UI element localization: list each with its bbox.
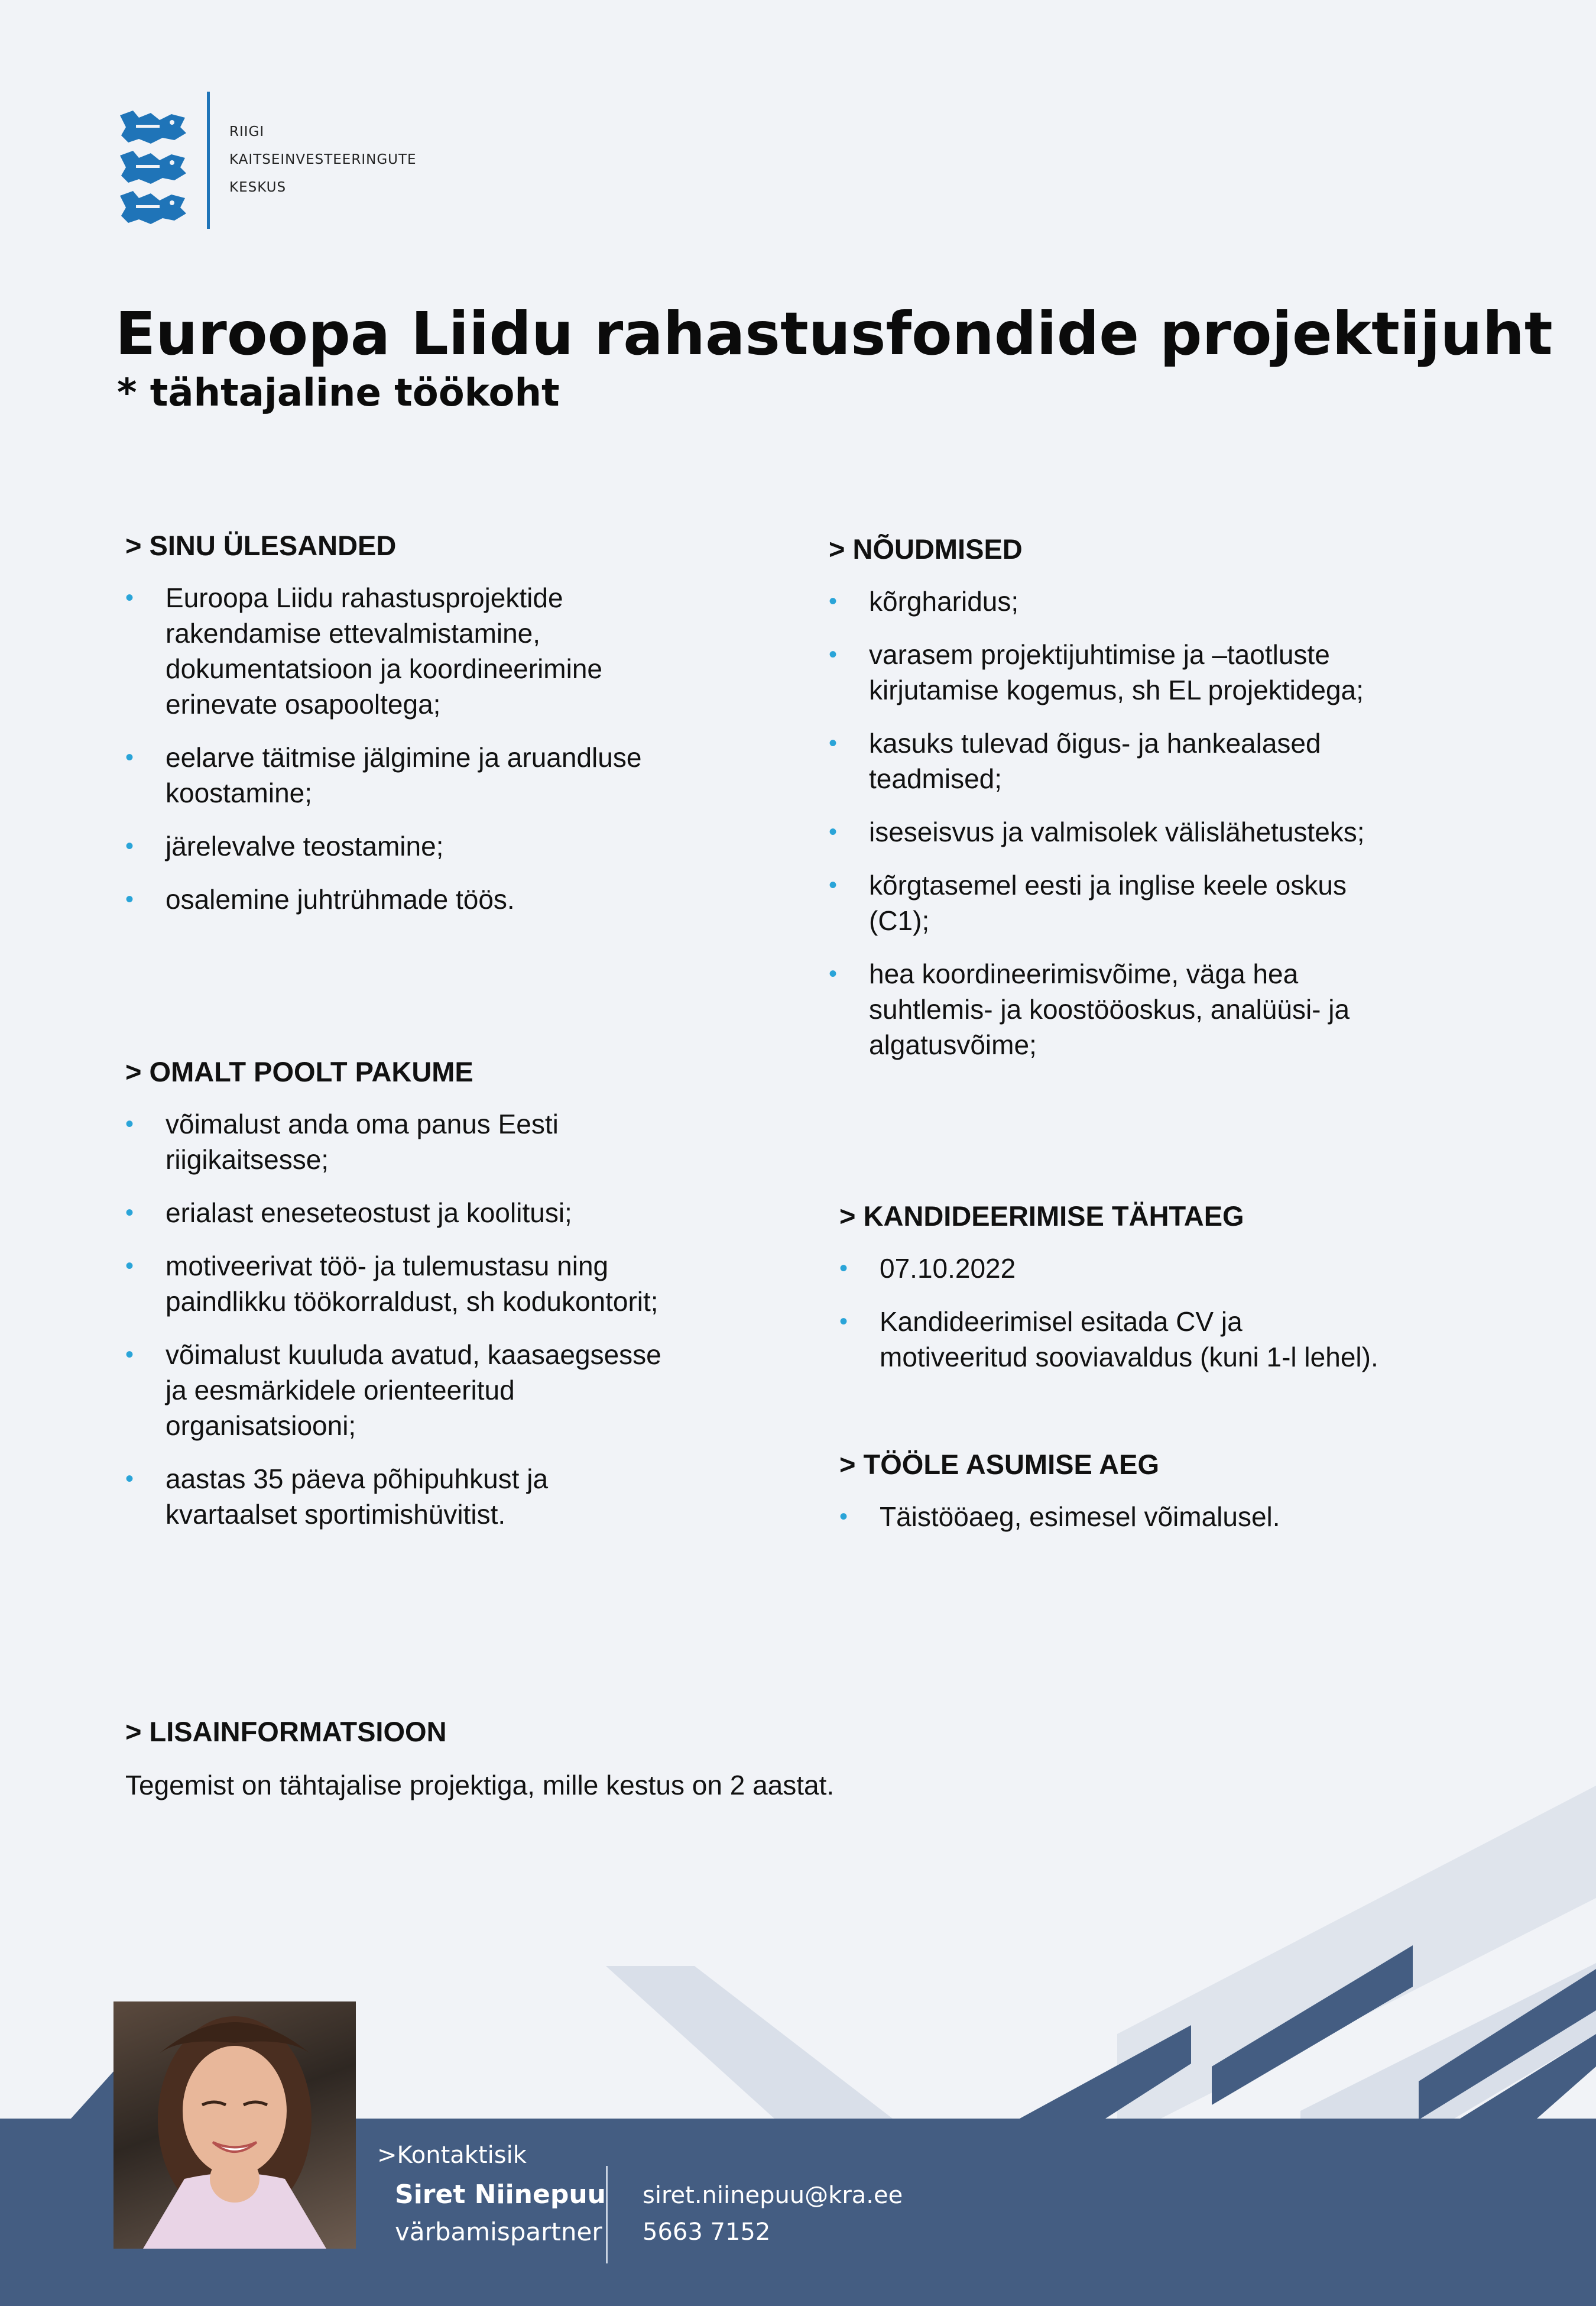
list-item: • kasuks tulevad õigus- ja hankealased teadmised; (829, 726, 1467, 796)
list-item: • võimalust kuuluda avatud, kaasaegsesse ja eesmärkidele orienteeritud organisatsiooni; (125, 1337, 764, 1443)
bullet-icon: • (125, 1253, 134, 1279)
contact-name: Siret Niinepuu (395, 2179, 606, 2210)
organization-name-line-1: riigi (229, 118, 265, 141)
list-item: • 07.10.2022 (839, 1251, 1478, 1286)
contact-email-link[interactable]: siret.niinepuu@kra.ee (643, 2182, 903, 2209)
bullet-icon: • (125, 1466, 134, 1492)
list-item: • Kandideerimisel esitada CV ja motiveeritud sooviavaldus (kuni 1-l lehel). (839, 1304, 1478, 1375)
bullet-icon: • (125, 1342, 134, 1368)
section-tasks (125, 528, 728, 935)
bullet-icon: • (839, 1309, 848, 1335)
bullet-icon: • (829, 588, 838, 614)
list-item: • erialast eneseteostust ja koolitusi; (125, 1195, 764, 1230)
list-item: • järelevalve teostamine; (125, 828, 728, 864)
logo-divider (207, 92, 210, 229)
bullet-list (839, 1499, 1478, 1534)
section-heading: > KANDIDEERIMISE TÄHTAEG (839, 1200, 1244, 1232)
list-item: • võimalust anda oma panus Eesti riigikaitsesse; (125, 1106, 764, 1177)
job-subtitle: * tähtajaline töökoht (117, 371, 560, 415)
bullet-icon: • (829, 642, 838, 668)
bullet-list (829, 584, 1467, 1063)
section-heading: > NÕUDMISED (829, 533, 1023, 565)
bullet-icon: • (125, 886, 134, 912)
section-requirements (829, 532, 1467, 1080)
list-item: • Euroopa Liidu rahastusprojektide rakendamise ettevalmistamine, dokumentatsioon ja koordineerimine erinevate osapooltega; (125, 580, 728, 722)
section-heading: > LISAINFORMATSIOON (125, 1716, 447, 1747)
list-item: • kõrgharidus; (829, 584, 1467, 619)
list-item: • motiveerivat töö- ja tulemustasu ning paindlikku töökorraldust, sh kodukontorit; (125, 1248, 764, 1319)
organization-name-line-3: keskus (229, 173, 287, 196)
section-start-date (839, 1447, 1478, 1552)
section-offer (125, 1054, 764, 1550)
contact-role: värbamispartner (395, 2217, 602, 2246)
list-item: • hea koordineerimisvõime, väga hea suhtlemis- ja koostööoskus, analüüsi- ja algatusvõime; (829, 956, 1467, 1063)
section-heading: > OMALT POOLT PAKUME (125, 1056, 473, 1087)
section-heading: > SINU ÜLESANDED (125, 530, 397, 561)
bullet-icon: • (829, 961, 838, 987)
list-item: • kõrgtasemel eesti ja inglise keele oskus (C1); (829, 867, 1467, 938)
job-title: Euroopa Liidu rahastusfondide projektijuht (115, 299, 1553, 368)
bullet-list (125, 580, 728, 917)
contact-phone-link[interactable]: 5663 7152 (643, 2218, 771, 2246)
contact-photo (113, 2001, 356, 2249)
list-item: • varasem projektijuhtimise ja –taotluste kirjutamise kogemus, sh EL projektidega; (829, 637, 1467, 708)
portrait-icon (113, 2001, 356, 2249)
bullet-icon: • (829, 872, 838, 898)
bullet-icon: • (829, 819, 838, 845)
organization-name (229, 115, 417, 199)
bullet-icon: • (125, 585, 134, 611)
bullet-icon: • (125, 744, 134, 770)
section-deadline (839, 1199, 1478, 1392)
bullet-icon: • (829, 730, 838, 756)
bullet-icon: • (125, 1200, 134, 1226)
bullet-icon: • (125, 1111, 134, 1137)
bullet-icon: • (839, 1504, 848, 1530)
list-item: • iseseisvus ja valmisolek välislähetusteks; (829, 814, 1467, 850)
list-item: • eelarve täitmise jälgimine ja aruandluse koostamine; (125, 740, 728, 811)
organization-name-line-2: kaitseinvesteeringute (229, 145, 417, 169)
section-heading: > TÖÖLE ASUMISE AEG (839, 1449, 1160, 1480)
bullet-list (125, 1106, 764, 1532)
coat-of-arms-icon (115, 109, 189, 234)
bullet-icon: • (125, 833, 134, 859)
list-item: • Täistööaeg, esimesel võimalusel. (839, 1499, 1478, 1534)
bullet-icon: • (839, 1255, 848, 1281)
contact-heading: >Kontaktisik (377, 2142, 527, 2169)
bullet-list (839, 1251, 1478, 1375)
list-item: • osalemine juhtrühmade töös. (125, 882, 728, 917)
list-item: • aastas 35 päeva põhipuhkust ja kvartaalset sportimishüvitist. (125, 1461, 764, 1532)
contact-divider (606, 2166, 608, 2263)
info-text: Tegemist on tähtajalise projektiga, mille kestus on 2 aastat. (125, 1770, 835, 1800)
